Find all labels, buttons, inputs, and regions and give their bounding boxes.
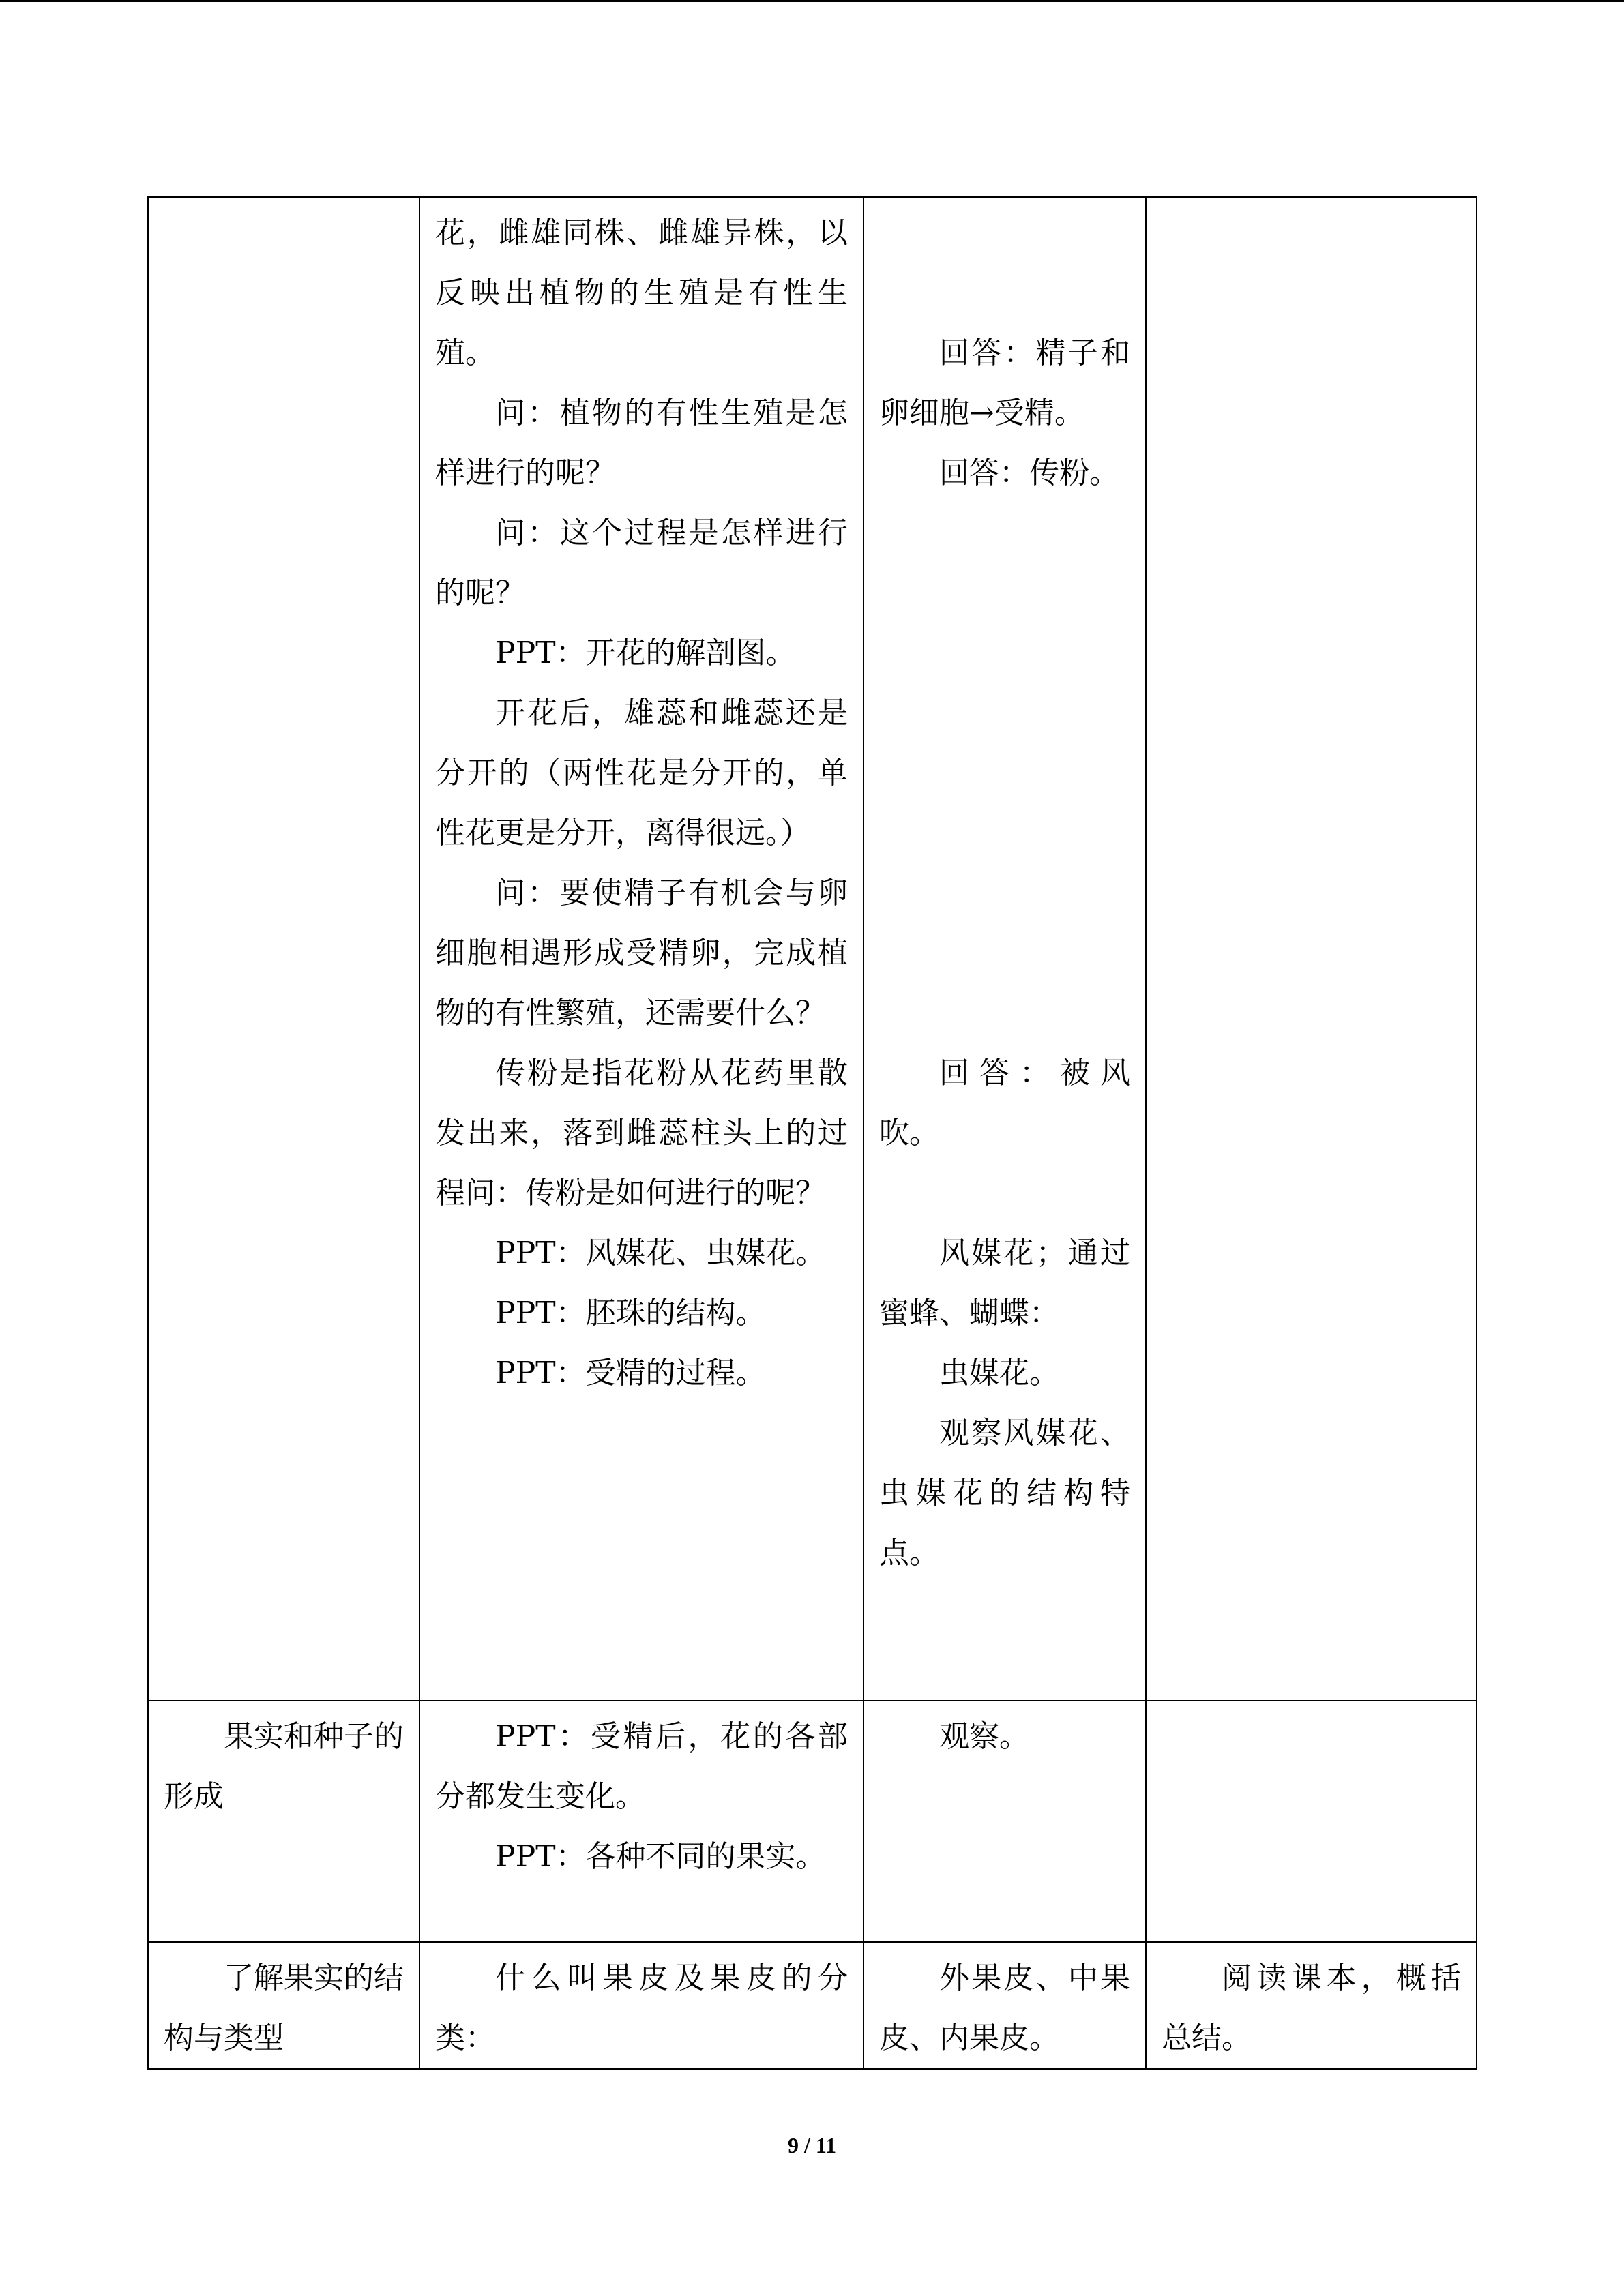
paragraph: 观察风媒花、虫媒花的结构特点。 (879, 1416, 1130, 1570)
paragraph: 问：这个过程是怎样进行的呢？ (435, 516, 848, 610)
paragraph: 回答：被风吹。 (879, 1056, 1130, 1150)
paragraph: 风媒花；通过蜜蜂、蝴蝶： (879, 1236, 1130, 1330)
student-activity-cell (863, 1701, 1146, 1942)
paragraph: PPT：风媒花、虫媒花。 (495, 1236, 826, 1270)
paragraph: 回答：传粉。 (939, 456, 1119, 490)
section-title-cell (148, 1701, 419, 1942)
paragraph: 外果皮、中果皮、内果皮。 (879, 1960, 1130, 2055)
paragraph: 开花后，雄蕊和雌蕊还是分开的（两性花是分开的，单性花更是分开，离得很远。） (435, 696, 848, 850)
teacher-activity-cell (419, 1701, 863, 1942)
student-activity-cell (863, 197, 1146, 1701)
paragraph: 虫媒花。 (939, 1356, 1059, 1390)
paragraph: PPT：胚珠的结构。 (495, 1296, 766, 1330)
section-title-cell (148, 1942, 419, 2069)
page-top-border (0, 0, 1624, 2)
paragraph: PPT：受精的过程。 (495, 1356, 766, 1390)
paragraph: 观察。 (939, 1719, 1029, 1754)
design-intent-cell (1146, 1942, 1477, 2069)
table-row (148, 197, 1477, 1701)
section-title: 了解果实的结构与类型 (164, 1960, 404, 2055)
paragraph: PPT：开花的解剖图。 (495, 636, 796, 670)
paragraph: 什么叫果皮及果皮的分类： (435, 1960, 848, 2055)
page-number: 9 / 11 (787, 2133, 837, 2158)
paragraph: 花，雌雄同株、雌雄异株，以反映出植物的生殖是有性生殖。 (435, 215, 848, 370)
paragraph: PPT：各种不同的果实。 (495, 1839, 826, 1874)
paragraph: 传粉是指花粉从花药里散发出来，落到雌蕊柱头上的过程问：传粉是如何进行的呢？ (435, 1056, 848, 1210)
teacher-activity-cell (419, 1942, 863, 2069)
student-activity-cell (863, 1942, 1146, 2069)
paragraph: 问：植物的有性生殖是怎样进行的呢？ (435, 396, 848, 490)
lesson-plan-table (147, 196, 1477, 2070)
section-title: 果实和种子的形成 (164, 1719, 404, 1814)
table-row (148, 1942, 1477, 2069)
table-cell-empty (148, 197, 419, 1701)
paragraph: 阅读课本，概括总结。 (1162, 1960, 1461, 2055)
table-cell-empty (1146, 1701, 1477, 1942)
paragraph: 回答：精子和卵细胞→受精。 (879, 336, 1130, 430)
paragraph: PPT：受精后，花的各部分都发生变化。 (435, 1719, 848, 1814)
table-row (148, 1701, 1477, 1942)
paragraph: 问：要使精子有机会与卵细胞相遇形成受精卵，完成植物的有性繁殖，还需要什么？ (435, 876, 848, 1030)
table-cell-empty (1146, 197, 1477, 1701)
teacher-activity-cell (419, 197, 863, 1701)
